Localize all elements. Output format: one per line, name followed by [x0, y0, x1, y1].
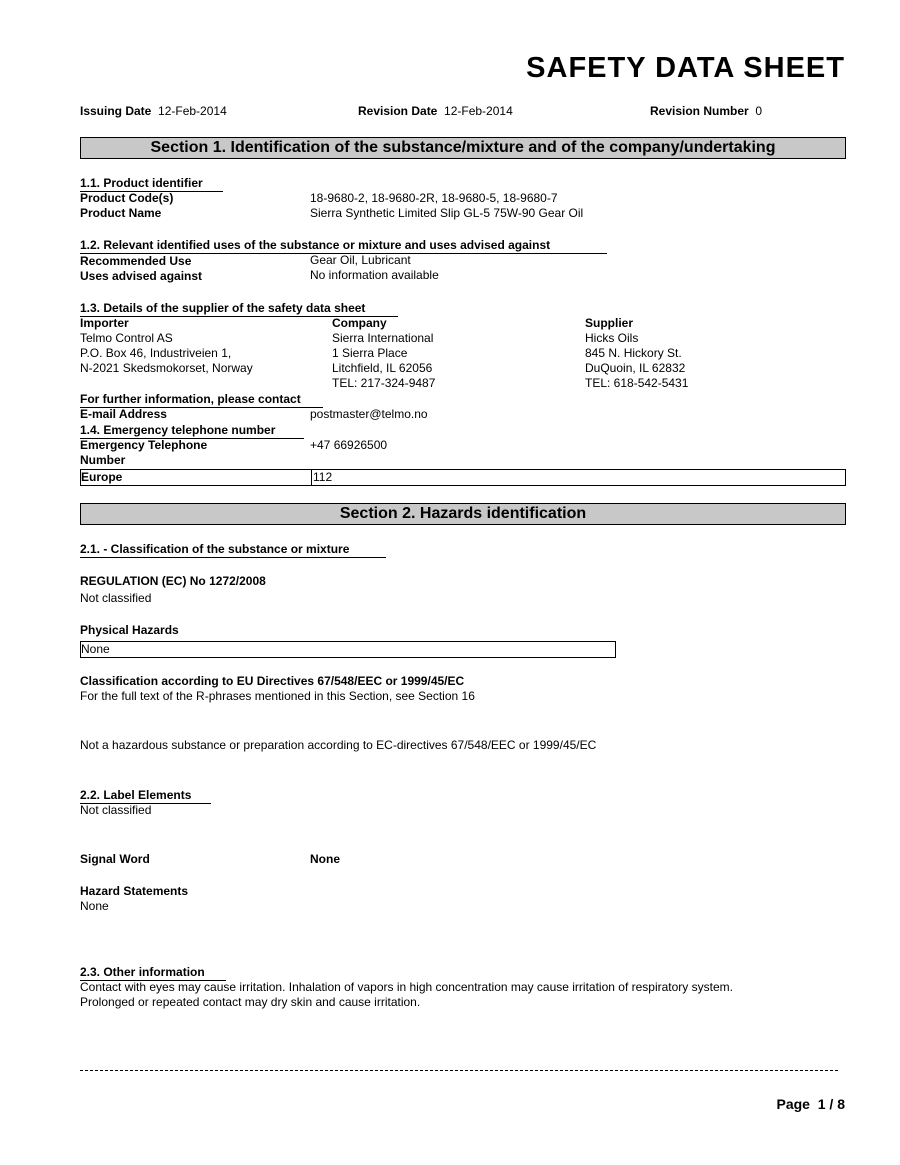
revision-date [358, 104, 513, 118]
eu-directives-text: For the full text of the R-phrases mentioned in this Section, see Section 16 [80, 689, 475, 703]
issuing-date-label: Issuing Date [80, 104, 152, 118]
other-info-line-2: Prolonged or repeated contact may dry skin and cause irritation. [80, 995, 421, 1009]
importer-block [80, 316, 253, 376]
company-line-2: 1 Sierra Place [332, 346, 408, 360]
importer-line-1: Telmo Control AS [80, 331, 173, 345]
other-info-heading: 2.3. Other information [80, 965, 226, 981]
product-name-value: Sierra Synthetic Limited Slip GL-5 75W-90 Gear Oil [310, 206, 584, 220]
regulation-heading: REGULATION (EC) No 1272/2008 [80, 574, 266, 588]
signal-word-label: Signal Word [80, 852, 150, 866]
revision-date-label: Revision Date [358, 104, 438, 118]
other-info-line-1: Contact with eyes may cause irritation. Inhalation of vapors in high concentration may cause irritation of respiratory system. [80, 980, 733, 994]
further-info-heading: For further information, please contact [80, 392, 323, 408]
emergency-label-line-1: Emergency Telephone [80, 438, 208, 452]
company-line-3: Litchfield, IL 62056 [332, 361, 433, 375]
product-codes-label: Product Code(s) [80, 191, 174, 205]
supplier-line-2: 845 N. Hickory St. [585, 346, 682, 360]
eu-directives-heading: Classification according to EU Directives 67/548/EEC or 1999/45/EC [80, 674, 465, 688]
regulation-value: Not classified [80, 591, 152, 605]
europe-row [80, 469, 846, 486]
company-label: Company [332, 316, 387, 330]
recommended-use-label: Recommended Use [80, 254, 192, 268]
revision-number [650, 104, 762, 118]
signal-word-value: None [310, 852, 340, 866]
section-2-heading: Section 2. Hazards identification [80, 503, 846, 525]
classification-heading: 2.1. - Classification of the substance or mixture [80, 542, 386, 558]
uses-against-value: No information available [310, 268, 439, 282]
company-line-4: TEL: 217-324-9487 [332, 376, 436, 390]
email-value: postmaster@telmo.no [310, 407, 428, 421]
emergency-heading: 1.4. Emergency telephone number [80, 423, 304, 439]
document-title: SAFETY DATA SHEET [526, 52, 845, 84]
label-elements-value: Not classified [80, 803, 152, 817]
supplier-line-4: TEL: 618-542-5431 [585, 376, 689, 390]
europe-value: 112 [313, 470, 333, 484]
issuing-date [80, 104, 227, 118]
uses-against-label: Uses advised against [80, 269, 203, 283]
not-hazardous-text: Not a hazardous substance or preparation according to EC-directives 67/548/EEC or 1999/45/EC [80, 738, 597, 752]
physical-hazards-heading: Physical Hazards [80, 623, 179, 637]
relevant-uses-heading: 1.2. Relevant identified uses of the substance or mixture and uses advised against [80, 238, 607, 254]
europe-divider [311, 470, 312, 485]
hazard-statements-heading: Hazard Statements [80, 884, 189, 898]
company-block [332, 316, 435, 391]
revision-number-label: Revision Number [650, 104, 749, 118]
footer-divider [80, 1070, 838, 1071]
issuing-date-value: 12-Feb-2014 [158, 104, 227, 118]
importer-label: Importer [80, 316, 129, 330]
physical-hazards-value: None [81, 642, 110, 656]
emergency-label-line-2: Number [80, 453, 126, 467]
revision-date-value: 12-Feb-2014 [444, 104, 513, 118]
supplier-label: Supplier [585, 316, 634, 330]
page-label: Page [776, 1096, 810, 1112]
recommended-use-value: Gear Oil, Lubricant [310, 253, 411, 267]
product-codes-value: 18-9680-2, 18-9680-2R, 18-9680-5, 18-9680-7 [310, 191, 558, 205]
emergency-value: +47 66926500 [310, 438, 388, 452]
page-number [777, 1096, 846, 1112]
supplier-details-heading: 1.3. Details of the supplier of the safety data sheet [80, 301, 398, 317]
physical-hazards-box [80, 641, 616, 658]
supplier-line-1: Hicks Oils [585, 331, 639, 345]
importer-line-2: P.O. Box 46, Industriveien 1, [80, 346, 232, 360]
page-value: 1 / 8 [817, 1096, 845, 1112]
importer-line-3: N-2021 Skedsmokorset, Norway [80, 361, 253, 375]
hazard-statements-value: None [80, 899, 109, 913]
product-identifier-heading: 1.1. Product identifier [80, 176, 223, 192]
supplier-line-3: DuQuoin, IL 62832 [585, 361, 686, 375]
revision-number-value: 0 [755, 104, 763, 118]
company-line-1: Sierra International [332, 331, 434, 345]
label-elements-heading: 2.2. Label Elements [80, 788, 211, 804]
section-1-heading: Section 1. Identification of the substance/mixture and of the company/undertaking [80, 137, 846, 159]
product-name-label: Product Name [80, 206, 162, 220]
europe-label: Europe [81, 470, 123, 484]
supplier-block [585, 316, 688, 391]
emergency-label [80, 438, 207, 468]
email-label: E-mail Address [80, 407, 167, 421]
